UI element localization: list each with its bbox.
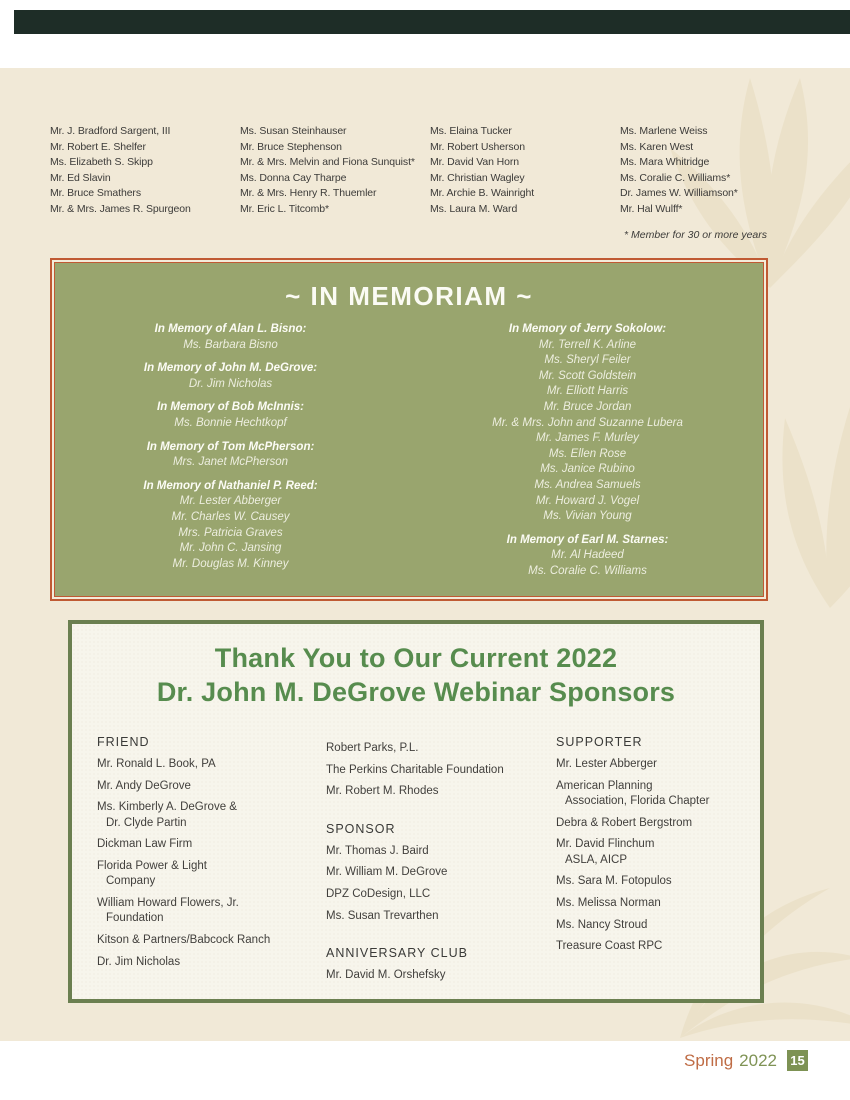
sponsor-tier-group bbox=[326, 946, 556, 983]
memoriam-name: Ms. Vivian Young bbox=[543, 510, 632, 523]
sponsor-item-line: Association, Florida Chapter bbox=[565, 794, 710, 807]
sponsors-title bbox=[72, 641, 760, 709]
footer-season: Spring bbox=[684, 1050, 734, 1070]
sponsor-tier-group bbox=[326, 741, 556, 800]
member-name: Mr. Hal Wulff* bbox=[620, 202, 683, 215]
member-name: Mr. Robert E. Shelfer bbox=[50, 140, 146, 153]
memoriam-name: Mr. Elliott Harris bbox=[546, 385, 629, 398]
sponsor-item-line: Mr. David M. Orshefsky bbox=[326, 968, 446, 981]
memoriam-name: Mr. Scott Goldstein bbox=[538, 369, 637, 382]
sponsor-item-line: Mr. William M. DeGrove bbox=[326, 866, 448, 879]
member-name: Mr. & Mrs. Henry R. Thuemler bbox=[240, 187, 377, 200]
memoriam-entry bbox=[52, 400, 409, 431]
memoriam-name: Mr. Al Hadeed bbox=[551, 549, 624, 562]
top-border-bar bbox=[14, 10, 850, 34]
sponsor-item-line: Ms. Melissa Norman bbox=[556, 896, 661, 909]
sponsor-item-line: The Perkins Charitable Foundation bbox=[326, 763, 504, 776]
sponsor-item-line: Ms. Kimberly A. DeGrove & bbox=[97, 801, 237, 814]
memoriam-name: Mr. Howard J. Vogel bbox=[535, 494, 640, 507]
memoriam-name: Ms. Andrea Samuels bbox=[534, 478, 641, 491]
member-list bbox=[50, 124, 790, 218]
sponsor-item bbox=[556, 837, 756, 867]
sponsor-item-line: American Planning bbox=[556, 779, 653, 792]
sponsor-item bbox=[97, 757, 326, 772]
sponsors-section bbox=[68, 620, 764, 1003]
sponsor-item bbox=[97, 837, 326, 852]
member-name: Mr. Bruce Stephenson bbox=[240, 140, 342, 153]
memoriam-entry bbox=[52, 440, 409, 471]
sponsor-column bbox=[97, 735, 326, 990]
member-name: Mr. Eric L. Titcomb* bbox=[240, 202, 330, 215]
memoriam-name: Ms. Barbara Bisno bbox=[183, 338, 278, 351]
memoriam-name: Ms. Ellen Rose bbox=[548, 447, 627, 460]
member-column bbox=[620, 124, 790, 218]
sponsor-item-line: Mr. Thomas J. Baird bbox=[326, 844, 429, 857]
member-name: Ms. Elizabeth S. Skipp bbox=[50, 156, 153, 169]
memoriam-name: Mr. John C. Jansing bbox=[179, 542, 282, 555]
sponsor-item bbox=[97, 933, 326, 948]
in-memoriam-section bbox=[50, 258, 768, 601]
memoriam-column bbox=[52, 322, 409, 588]
footer-year: 2022 bbox=[739, 1050, 777, 1070]
member-name: Ms. Donna Cay Tharpe bbox=[240, 171, 347, 184]
member-column bbox=[430, 124, 620, 218]
member-name: Mr. Bruce Smathers bbox=[50, 187, 141, 200]
sponsor-item bbox=[326, 968, 556, 983]
sponsor-item-line: Robert Parks, P.L. bbox=[326, 742, 419, 754]
page-number-badge: 15 bbox=[787, 1050, 808, 1071]
member-name: Mr. J. Bradford Sargent, III bbox=[50, 125, 171, 137]
sponsor-item bbox=[326, 784, 556, 799]
memoriam-name: Mr. Douglas M. Kinney bbox=[172, 557, 289, 570]
sponsor-item bbox=[556, 757, 756, 772]
sponsor-item-line: Mr. Ronald L. Book, PA bbox=[97, 758, 216, 770]
sponsor-item bbox=[326, 909, 556, 924]
sponsor-item-line: Dickman Law Firm bbox=[97, 838, 193, 851]
member-column bbox=[240, 124, 430, 218]
sponsor-columns bbox=[72, 735, 760, 990]
footer bbox=[684, 1050, 808, 1071]
memoriam-name: Ms. Sheryl Feiler bbox=[544, 354, 631, 367]
sponsor-item-line: Florida Power & Light bbox=[97, 860, 207, 873]
sponsor-item-line: Dr. Jim Nicholas bbox=[97, 955, 181, 968]
sponsor-tier-group bbox=[326, 822, 556, 924]
memoriam-name: Mr. James F. Murley bbox=[536, 432, 639, 445]
member-name: Dr. James W. Williamson* bbox=[620, 187, 738, 200]
in-memoriam-title: ~ IN MEMORIAM ~ bbox=[285, 281, 533, 311]
sponsor-item-line: Ms. Nancy Stroud bbox=[556, 918, 648, 931]
memoriam-name: Mr. Terrell K. Arline bbox=[538, 338, 637, 351]
member-name: Ms. Karen West bbox=[620, 140, 694, 153]
sponsor-tier-group bbox=[97, 735, 326, 970]
sponsor-item-line: Debra & Robert Bergstrom bbox=[556, 816, 693, 829]
sponsor-item bbox=[556, 939, 756, 954]
memoriam-name: Mrs. Patricia Graves bbox=[178, 526, 283, 539]
member-name: Mr. David Van Horn bbox=[430, 156, 520, 169]
memoriam-heading: In Memory of Bob McInnis: bbox=[157, 401, 304, 414]
memoriam-name: Mr. Lester Abberger bbox=[179, 495, 282, 508]
memoriam-name: Ms. Bonnie Hechtkopf bbox=[174, 416, 287, 429]
member-name: Mr. & Mrs. James R. Spurgeon bbox=[50, 202, 191, 215]
sponsor-item bbox=[556, 896, 756, 911]
memoriam-name: Ms. Coralie C. Williams bbox=[528, 564, 647, 577]
sponsor-tier-group bbox=[556, 735, 756, 955]
memoriam-heading: In Memory of Jerry Sokolow: bbox=[508, 323, 667, 335]
sponsor-item bbox=[326, 763, 556, 778]
memoriam-entry bbox=[409, 533, 766, 580]
sponsor-item bbox=[97, 779, 326, 794]
member-column bbox=[50, 124, 240, 218]
sponsor-item bbox=[97, 859, 326, 889]
sponsor-item bbox=[326, 887, 556, 902]
memoriam-columns bbox=[52, 322, 766, 588]
sponsor-item-line: Kitson & Partners/Babcock Ranch bbox=[97, 933, 271, 946]
sponsor-item-line: Mr. David Flinchum bbox=[556, 838, 655, 851]
sponsor-item-line: Foundation bbox=[106, 912, 164, 925]
memoriam-heading: In Memory of Tom McPherson: bbox=[146, 440, 315, 453]
sponsor-item bbox=[556, 874, 756, 889]
member-name: Ms. Coralie C. Williams* bbox=[620, 171, 731, 184]
sponsor-column bbox=[556, 735, 756, 990]
sponsor-tier-heading: SUPPORTER bbox=[556, 735, 643, 749]
sponsor-item-line: Mr. Lester Abberger bbox=[556, 758, 657, 770]
memoriam-entry bbox=[52, 322, 409, 353]
sponsor-item-line: Mr. Robert M. Rhodes bbox=[326, 785, 439, 798]
sponsor-item-line: Company bbox=[106, 875, 156, 888]
memoriam-name: Mrs. Janet McPherson bbox=[172, 456, 289, 469]
member-name: Mr. Robert Usherson bbox=[430, 140, 525, 153]
memoriam-name: Ms. Janice Rubino bbox=[540, 463, 635, 476]
sponsor-tier-heading: ANNIVERSARY CLUB bbox=[326, 945, 468, 960]
sponsor-column bbox=[326, 735, 556, 990]
member-name: Ms. Mara Whitridge bbox=[620, 156, 710, 169]
memoriam-name: Mr. Bruce Jordan bbox=[543, 400, 632, 413]
sponsor-item bbox=[326, 844, 556, 859]
sponsor-item-line: Ms. Susan Trevarthen bbox=[326, 909, 439, 922]
sponsor-item-line: Ms. Sara M. Fotopulos bbox=[556, 875, 672, 888]
sponsor-item-line: DPZ CoDesign, LLC bbox=[326, 888, 431, 901]
memoriam-column bbox=[409, 322, 766, 588]
member-name: Ms. Susan Steinhauser bbox=[240, 125, 347, 137]
memoriam-heading: In Memory of Earl M. Starnes: bbox=[506, 533, 669, 546]
sponsor-item bbox=[556, 779, 756, 809]
memoriam-heading: In Memory of Nathaniel P. Reed: bbox=[143, 479, 318, 492]
member-name: Mr. Archie B. Wainright bbox=[430, 187, 535, 200]
sponsor-item bbox=[97, 896, 326, 926]
memoriam-name: Mr. Charles W. Causey bbox=[171, 510, 290, 523]
memoriam-entry bbox=[52, 479, 409, 573]
sponsor-item bbox=[556, 816, 756, 831]
memoriam-heading: In Memory of John M. DeGrove: bbox=[143, 362, 318, 375]
member-name: Mr. & Mrs. Melvin and Fiona Sunquist* bbox=[240, 156, 415, 169]
sponsor-item-line: Dr. Clyde Partin bbox=[106, 816, 187, 829]
member-name: Ms. Marlene Weiss bbox=[620, 125, 708, 137]
sponsor-item-line: William Howard Flowers, Jr. bbox=[97, 896, 239, 909]
member-name: Ms. Laura M. Ward bbox=[430, 202, 518, 215]
sponsor-item bbox=[97, 955, 326, 970]
memoriam-heading: In Memory of Alan L. Bisno: bbox=[154, 323, 307, 335]
sponsor-tier-heading: FRIEND bbox=[97, 735, 150, 749]
sponsor-item bbox=[326, 865, 556, 880]
sponsor-item-line: Treasure Coast RPC bbox=[556, 940, 663, 953]
sponsor-item-line: ASLA, AICP bbox=[565, 853, 628, 866]
membership-footnote: * Member for 30 or more years bbox=[624, 229, 767, 241]
memoriam-name: Mr. & Mrs. John and Suzanne Lubera bbox=[492, 416, 683, 429]
sponsor-item bbox=[326, 741, 556, 756]
member-name: Mr. Ed Slavin bbox=[50, 171, 111, 184]
sponsor-item-line: Mr. Andy DeGrove bbox=[97, 779, 191, 792]
sponsor-tier-heading: SPONSOR bbox=[326, 821, 396, 836]
sponsor-item bbox=[556, 918, 756, 933]
sponsor-item bbox=[97, 800, 326, 830]
memoriam-entry bbox=[409, 322, 766, 525]
sponsors-title-line2: Dr. John M. DeGrove Webinar Sponsors bbox=[156, 677, 676, 707]
memoriam-entry bbox=[52, 361, 409, 392]
member-name: Ms. Elaina Tucker bbox=[430, 125, 512, 137]
member-name: Mr. Christian Wagley bbox=[430, 171, 525, 184]
memoriam-name: Dr. Jim Nicholas bbox=[188, 377, 273, 390]
sponsors-title-line1: Thank You to Our Current 2022 bbox=[214, 643, 618, 673]
